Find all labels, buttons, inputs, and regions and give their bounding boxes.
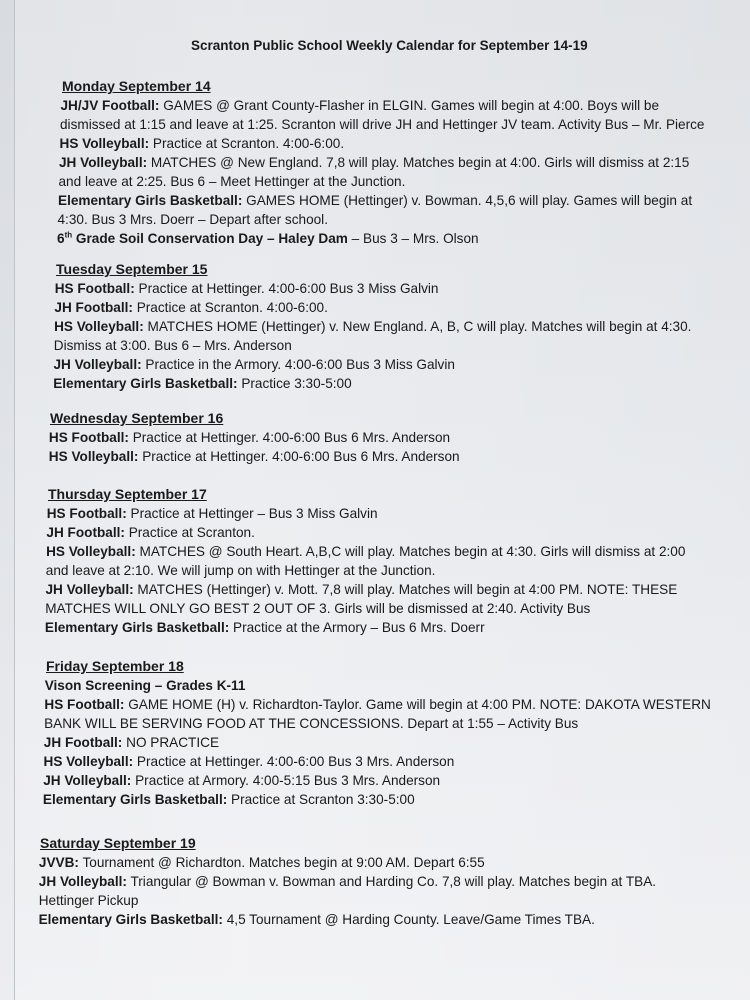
event-line [58, 191, 750, 210]
event-line [55, 279, 750, 298]
event-detail: and leave at 2:10. We will jump on with Hettinger at the Junction. [45, 563, 436, 578]
label-text: HS Football: [44, 697, 125, 712]
event-line [49, 447, 750, 466]
day-heading: Wednesday September 16 [50, 410, 224, 426]
event-line [54, 317, 750, 336]
event-detail: Practice at Armory. 4:00-5:15 Bus 3 Mrs. Anderson [131, 773, 441, 788]
event-label [45, 678, 246, 693]
event-line [43, 790, 750, 809]
label-text: Grade Soil Conservation Day – Haley Dam [72, 231, 348, 246]
event-detail: – Bus 3 – Mrs. Olson [347, 231, 479, 246]
event-line [59, 153, 750, 172]
event-detail: MATCHES (Hettinger) v. Mott. 7,8 will play. Matches will begin at 4:00 PM. NOTE: THESE [133, 582, 678, 597]
event-detail: Practice at the Armory – Bus 6 Mrs. Doerr [229, 620, 485, 635]
label-text: JH Football: [54, 300, 133, 315]
event-label [49, 449, 139, 464]
label-text: JH Volleyball: [45, 582, 134, 597]
event-detail: MATCHES WILL ONLY GO BEST 2 OUT OF 3. Girls will be dismissed at 2:40. Activity Bus [45, 601, 591, 616]
event-detail: Hettinger Pickup [38, 893, 139, 908]
event-detail: Practice at Scranton. 4:00-6:00. [132, 300, 328, 315]
day-heading: Monday September 14 [62, 78, 211, 94]
event-label [49, 430, 129, 445]
event-detail: dismissed at 1:15 and leave at 1:25. Scranton will drive JH and Hettinger JV team. Activity Bus – Mr. Pierce [60, 117, 705, 132]
day-section [15, 834, 750, 929]
event-detail: 4,5 Tournament @ Harding County. Leave/Game Times TBA. [222, 912, 595, 927]
event-line-continued [54, 336, 750, 355]
label-text: Elementary Girls Basketball: [38, 912, 223, 927]
event-line [61, 96, 750, 115]
event-label [44, 735, 123, 750]
event-label [58, 193, 242, 208]
event-label [44, 697, 124, 712]
day-section [15, 485, 750, 637]
event-detail: Practice at Hettinger – Bus 3 Miss Galvin [126, 506, 378, 521]
label-text: JH Football: [46, 525, 125, 540]
label-text: Elementary Girls Basketball: [44, 620, 230, 635]
event-detail: Practice at Scranton 3:30-5:00 [227, 792, 415, 807]
day-section [15, 409, 750, 466]
event-label [39, 874, 127, 889]
event-detail: 4:30. Bus 3 Mrs. Doerr – Depart after school. [57, 212, 328, 227]
event-line [47, 504, 750, 523]
event-label [46, 525, 125, 540]
event-label [39, 855, 79, 870]
event-detail: NO PRACTICE [122, 735, 220, 750]
event-line-continued [58, 210, 750, 229]
event-line [44, 752, 750, 771]
event-detail: MATCHES HOME (Hettinger) v. New England. A, B, C will play. Matches will begin at 4:30. [143, 319, 692, 334]
event-detail: Practice at Hettinger. 4:00-6:00 Bus 3 Mrs. Anderson [133, 754, 455, 769]
event-line-continued [44, 714, 750, 733]
event-line [45, 618, 750, 637]
event-line [39, 872, 750, 891]
event-label [43, 792, 227, 807]
event-line [60, 134, 750, 153]
event-detail: GAMES HOME (Hettinger) v. Bowman. 4,5,6 will play. Games will begin at [242, 193, 693, 208]
event-label [43, 773, 131, 788]
label-text: HS Volleyball: [43, 754, 134, 769]
event-detail: Practice at Hettinger. 4:00-6:00 Bus 3 Miss Galvin [134, 281, 439, 296]
day-heading: Friday September 18 [46, 658, 184, 674]
label-text: HS Volleyball: [59, 136, 150, 151]
event-detail: Practice in the Armory. 4:00-6:00 Bus 3 Miss Galvin [141, 357, 455, 372]
label-text: HS Volleyball: [48, 449, 139, 464]
label-text: HS Football: [48, 430, 129, 445]
event-label [54, 319, 144, 334]
event-line-continued [46, 561, 750, 580]
event-line [53, 374, 750, 393]
label-text: Vison Screening – Grades K-11 [44, 678, 246, 693]
label-text: JH Volleyball: [43, 773, 132, 788]
event-label [39, 912, 223, 927]
event-line [44, 733, 750, 752]
event-label [47, 506, 127, 521]
event-line [54, 298, 750, 317]
event-line [44, 695, 750, 714]
day-heading: Tuesday September 15 [56, 261, 208, 277]
event-detail: Triangular @ Bowman v. Bowman and Harding Co. 7,8 will play. Matches begin at TBA. [126, 874, 657, 889]
event-detail: GAMES @ Grant County-Flasher in ELGIN. Games will begin at 4:00. Boys will be [159, 98, 660, 113]
event-label [46, 582, 134, 597]
event-line-continued [60, 115, 750, 134]
day-section [15, 657, 750, 809]
label-text: HS Football: [54, 281, 135, 296]
event-detail: Tournament @ Richardton. Matches begin at 9:00 AM. Depart 6:55 [78, 855, 485, 870]
label-superscript: th [64, 230, 73, 240]
label-text: JH Football: [43, 735, 123, 750]
label-text: Elementary Girls Basketball: [58, 193, 243, 208]
event-label [57, 231, 348, 246]
label-text: JH Volleyball: [59, 155, 148, 170]
calendar-page [14, 0, 750, 1000]
label-text: Elementary Girls Basketball: [42, 792, 228, 807]
event-label [60, 136, 150, 151]
event-detail: MATCHES @ New England. 7,8 will play. Matches begin at 4:00. Girls will dismiss at 2:15 [147, 155, 690, 170]
event-line [39, 910, 750, 929]
label-prefix: 6 [57, 231, 65, 246]
event-detail: Practice 3:30-5:00 [237, 376, 352, 391]
label-text: JH Volleyball: [53, 357, 142, 372]
event-line [49, 428, 750, 447]
day-heading: Saturday September 19 [40, 835, 196, 851]
event-line [54, 355, 750, 374]
label-text: HS Football: [46, 506, 127, 521]
event-detail: BANK WILL BE SERVING FOOD AT THE CONCESSIONS. Depart at 1:55 – Activity Bus [44, 716, 579, 731]
event-line [39, 853, 750, 872]
day-section [15, 260, 750, 393]
event-line-continued [59, 172, 750, 191]
label-text: JH/JV Football: [60, 98, 160, 113]
event-line [43, 771, 750, 790]
event-label [45, 620, 229, 635]
label-text: HS Volleyball: [46, 544, 136, 559]
event-label [46, 544, 136, 559]
event-line [57, 229, 750, 248]
event-line-continued [45, 599, 750, 618]
event-detail: Practice at Scranton. [124, 525, 255, 540]
event-line [45, 676, 750, 695]
label-text: JH Volleyball: [38, 874, 127, 889]
event-label [61, 98, 160, 113]
event-label [59, 155, 147, 170]
label-text: Elementary Girls Basketball: [53, 376, 238, 391]
event-line [46, 580, 750, 599]
label-text: JVVB: [38, 855, 79, 870]
event-detail: Practice at Scranton. 4:00-6:00. [149, 136, 345, 151]
day-section [15, 77, 750, 248]
label-text: HS Volleyball: [54, 319, 144, 334]
event-label [54, 300, 133, 315]
event-detail: Dismiss at 3:00. Bus 6 – Mrs. Anderson [53, 338, 292, 353]
event-line [46, 523, 750, 542]
event-label [54, 357, 142, 372]
event-detail: and leave at 2:25. Bus 6 – Meet Hettinger at the Junction. [58, 174, 406, 189]
event-detail: Practice at Hettinger. 4:00-6:00 Bus 6 Mrs. Anderson [138, 449, 460, 464]
event-detail: Practice at Hettinger. 4:00-6:00 Bus 6 Mrs. Anderson [128, 430, 451, 445]
event-label [53, 376, 237, 391]
day-heading: Thursday September 17 [48, 486, 207, 502]
page-title: Scranton Public School Weekly Calendar for September 14-19 [191, 38, 588, 53]
event-detail: GAME HOME (H) v. Richardton-Taylor. Game will begin at 4:00 PM. NOTE: DAKOTA WESTERN [124, 697, 711, 712]
event-detail: MATCHES @ South Heart. A,B,C will play. Matches begin at 4:30. Girls will dismiss at 2:00 [135, 544, 686, 559]
event-label [44, 754, 134, 769]
event-line-continued [39, 891, 750, 910]
event-line [46, 542, 750, 561]
event-label [55, 281, 135, 296]
